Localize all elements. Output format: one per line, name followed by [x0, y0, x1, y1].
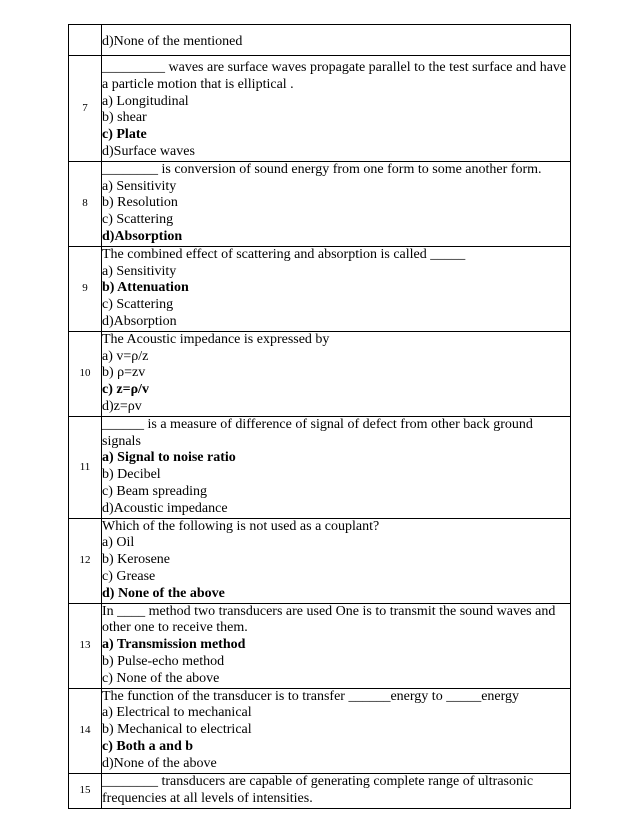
question-content [102, 416, 571, 518]
correct-answer: d)Absorption [102, 228, 183, 244]
question-text: ________ transducers are capable of generating complete range of ultrasonic [102, 773, 534, 789]
question-row [69, 416, 571, 518]
option-line: a) v=ρ/z [102, 348, 149, 364]
question-number: 12 [69, 518, 102, 603]
option-line: d)Absorption [102, 313, 177, 329]
question-number: 8 [69, 161, 102, 246]
option-line: b) Resolution [102, 195, 178, 211]
question-row [69, 246, 571, 331]
option-line: a) Sensitivity [102, 178, 177, 194]
question-text: The Acoustic impedance is expressed by [102, 331, 330, 347]
question-table-body [69, 25, 571, 809]
correct-answer: c) Plate [102, 127, 147, 143]
option-line: c) Grease [102, 568, 156, 584]
correct-answer: a) Signal to noise ratio [102, 450, 236, 466]
question-number: 7 [69, 56, 102, 162]
question-number: 10 [69, 331, 102, 416]
question-row [69, 25, 571, 56]
option-line: b) Kerosene [102, 552, 171, 568]
correct-answer: b) Attenuation [102, 280, 189, 296]
option-line: c) None of the above [102, 670, 220, 686]
option-line: b) ρ=zv [102, 365, 146, 381]
question-text: d)None of the mentioned [102, 33, 243, 49]
option-line: b) Mechanical to electrical [102, 722, 252, 738]
question-content [102, 161, 571, 246]
question-row [69, 518, 571, 603]
correct-answer: c) z=ρ/v [102, 382, 149, 398]
question-number: 14 [69, 688, 102, 773]
question-number: 9 [69, 246, 102, 331]
question-content [102, 773, 571, 808]
question-row [69, 773, 571, 808]
correct-answer: a) Transmission method [102, 637, 246, 653]
option-line: signals [102, 433, 141, 449]
question-text: Which of the following is not used as a couplant? [102, 518, 380, 534]
question-content [102, 25, 571, 56]
question-number [69, 25, 102, 56]
question-text: _________ waves are surface waves propagate parallel to the test surface and have [102, 60, 567, 75]
option-line: c) Scattering [102, 212, 174, 228]
question-text: In ____ method two transducers are used One is to transmit the sound waves and [102, 603, 556, 619]
question-row [69, 331, 571, 416]
question-row [69, 161, 571, 246]
option-line: d)Surface waves [102, 143, 195, 159]
question-content [102, 688, 571, 773]
question-content [102, 603, 571, 688]
question-row [69, 603, 571, 688]
question-text: ______ is a measure of difference of signal of defect from other back ground [102, 416, 533, 432]
question-text: ________ is conversion of sound energy from one form to some another form. [102, 161, 542, 177]
correct-answer: d) None of the above [102, 585, 225, 601]
option-line: frequencies at all levels of intensities. [102, 790, 313, 806]
option-line: d)z=ρv [102, 398, 142, 414]
question-number: 15 [69, 773, 102, 808]
option-line: b) Decibel [102, 467, 161, 483]
question-content [102, 518, 571, 603]
question-text: The combined effect of scattering and absorption is called _____ [102, 246, 466, 262]
option-line: d)None of the above [102, 755, 217, 771]
option-line: a) Electrical to mechanical [102, 705, 252, 721]
question-content [102, 246, 571, 331]
correct-answer: c) Both a and b [102, 738, 194, 754]
option-line: c) Scattering [102, 297, 174, 313]
option-line: b) shear [102, 110, 147, 126]
question-table [68, 24, 571, 809]
option-line: a) Sensitivity [102, 263, 177, 279]
question-row [69, 56, 571, 162]
option-line: a particle motion that is elliptical . [102, 76, 294, 92]
question-content [102, 56, 571, 162]
question-number: 13 [69, 603, 102, 688]
option-line: c) Beam spreading [102, 483, 207, 499]
option-line: a) Longitudinal [102, 93, 189, 109]
question-row [69, 688, 571, 773]
question-content [102, 331, 571, 416]
question-text: The function of the transducer is to transfer ______energy to _____energy [102, 688, 520, 704]
option-line: a) Oil [102, 535, 135, 551]
option-line: b) Pulse-echo method [102, 653, 225, 669]
question-number: 11 [69, 416, 102, 518]
option-line: d)Acoustic impedance [102, 500, 228, 516]
option-line: other one to receive them. [102, 620, 248, 636]
